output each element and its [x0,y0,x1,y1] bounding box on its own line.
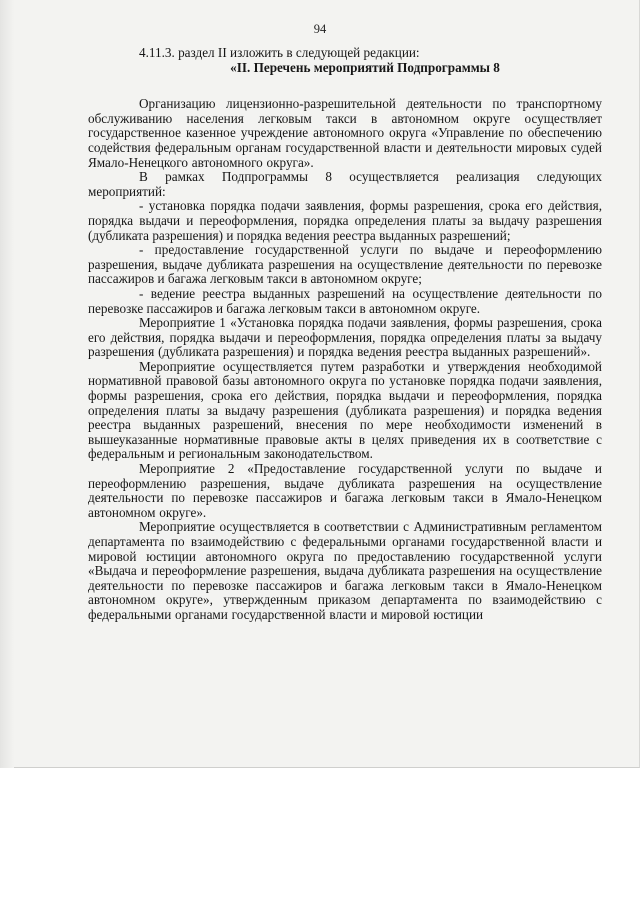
amendment-line: 4.11.3. раздел II изложить в следующей редакции: [139,45,420,60]
list-item-service: - предоставление государственной услуги по выдаче и переоформлению разрешения, выдаче дубликата разрешения на осуществление деятельности по перевозке пассажиров и багажа легковым такси в автономном округе; [88,242,602,287]
paragraph-organization: Организацию лицензионно-разрешительной деятельности по транспортному обслуживанию населения легковым такси в автономном округе осуществляет государственное казенное учреждение автономного округа «Управление по обеспечению содействия федеральным органам государственной власти и деятельности мировых судей Ямало-Ненецкого автономного округа». [88,96,602,170]
paragraph-measure-1: Мероприятие 1 «Установка порядка подачи заявления, формы разрешения, срока его действия, порядка выдачи и переоформления, порядка определения платы за выдачу разрешения (дубликата разрешения) и порядка ведения реестра выданных разрешений». [88,315,602,360]
blank-area [0,768,640,905]
paragraph-measure-1-description: Мероприятие осуществляется путем разработки и утверждения необходимой нормативной правовой базы автономного округа по установке порядка подачи заявления, формы разрешения, срока его действия, порядка выдачи и переоформления, порядка определения платы за выдачу разрешения (дубликата разрешения) и порядка ведения реестра выданных разрешений, внесения по мере необходимости изменений в вышеуказанные нормативные правовые акты в целях приведения их в соответствие с федеральным и региональным законодательством. [88,358,602,462]
scan-edge-shadow [0,0,14,768]
document-body [88,46,602,623]
list-item-registry: - ведение реестра выданных разрешений на осуществление деятельности по перевозке пассажиров и багажа легковым такси в автономном округе. [88,285,602,316]
paragraph-measure-2: Мероприятие 2 «Предоставление государственной услуги по выдаче и переоформлению разрешения, выдаче дубликата разрешения на осуществление деятельности по перевозке пассажиров и багажа легковым такси в Ямало-Ненецком автономном округе». [88,461,602,520]
paragraph-measure-2-description: Мероприятие осуществляется в соответствии с Административным регламентом департамента по взаимодействию с федеральными органами государственной власти и мировой юстиции автономного округа по предоставлению государственной услуги «Выдача и переоформление разрешения, выдача дубликата разрешения на осуществление деятельности по перевозке пассажиров и багажа легковым такси в Ямало-Ненецком автономном округе», утвержденным приказом департамента по взаимодействию с федеральными органами государственной власти и мировой юстиции [88,519,602,622]
page-number: 94 [313,22,327,36]
paragraph-activities-intro: В рамках Подпрограммы 8 осуществляется реализация следующих мероприятий: [88,169,602,199]
list-item-procedure: - установка порядка подачи заявления, формы разрешения, срока его действия, порядка выдачи и переоформления, порядка определения платы за выдачу разрешения (дубликата разрешения) и порядка ведения реестра выданных разрешений; [88,198,602,243]
section-heading: «II. Перечень мероприятий Подпрограммы 8 [230,59,500,75]
